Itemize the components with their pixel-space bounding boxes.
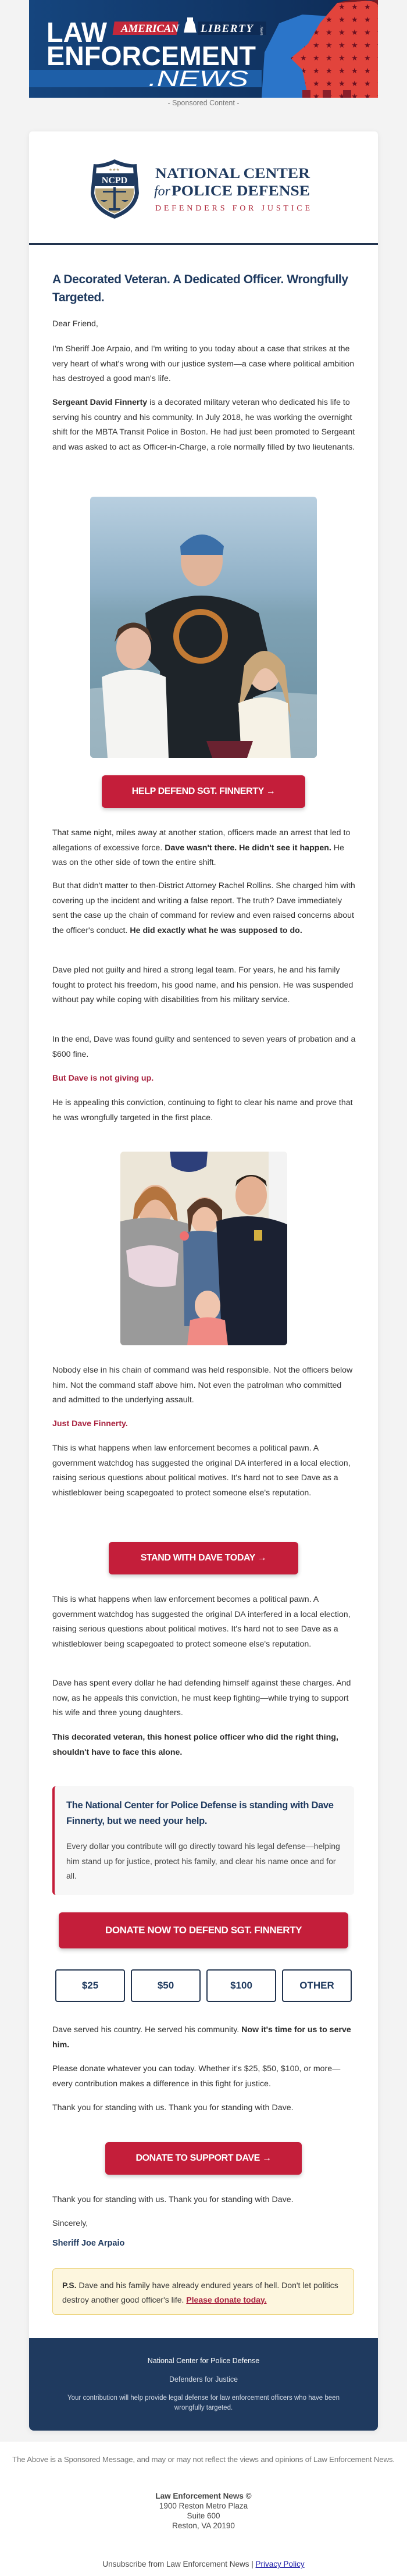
text: But that didn't matter to then-District Attorney Rachel Rollins. She charged him with covering up the incident and writing a false report. The truth? Dave immediately sent the case up the chain of command for review and even raised concerns about the officer's conduct. [52,881,355,935]
unsubscribe-row [0,2560,407,2568]
address-line: Suite 600 [187,2511,220,2520]
ncpd-shield-icon [91,159,139,219]
amount-button-25[interactable]: $25 [55,1969,125,2002]
svg-text:NCPD: NCPD [101,176,128,186]
address-line: Reston, VA 20190 [172,2521,235,2530]
bold-text: Dave wasn't there. He didn't see it happen. [165,843,331,853]
svg-text:.News: .News [259,26,263,35]
appeal-paragraph: He is appealing this conviction, continuing to fight to clear his name and prove that he was wrongfully targeted in the first place. [52,1098,353,1123]
company-address [0,2491,407,2531]
text: That same night, miles away at another station, officers made an arrest that led to allegations of excessive force. [52,828,351,853]
same-night-paragraph [52,826,357,871]
nobody-else-paragraph: Nobody else in his chain of command was held responsible. Not the officers below him. Not the command staff above him. Not even the patrolman who committed and admitted to the underlying assault. [52,1366,353,1405]
svg-text:NATIONAL CENTER: NATIONAL CENTER [155,166,311,181]
callout-body: Every dollar you contribute will go directly toward his legal defense—helping him stand up for justice, protect his family, and clear his name once and for all. [66,1841,340,1880]
finnerty-beach-family-photo [90,497,317,758]
svg-text:ENFORCEMENT: ENFORCEMENT [47,41,256,71]
svg-text:DEFENDERS FOR JUSTICE: DEFENDERS FOR JUSTICE [155,204,310,213]
political-pawn-paragraph-repeat: This is what happens when law enforcement becomes a political pawn. A government watchdog has suggested the original DA interfered in a local election, raising serious questions about political motives. It's hard not to see Dave as a whistleblower being scapegoated to protect someone else's reputation. [52,1595,351,1649]
footer-note: Your contribution will help provide legal defense for law enforcement officers who have been wrongfully targeted. [67,2395,340,2411]
sentence-paragraph: In the end, Dave was found guilty and sentenced to seven years of probation and a $600 fine. [52,1035,356,1059]
signature: Sheriff Joe Arpaio [52,2239,125,2248]
company-name: Law Enforcement News © [155,2492,252,2500]
political-pawn-paragraph: This is what happens when law enforcement becomes a political pawn. A government watchdog has suggested the original DA interfered in a local election, raising serious questions about political motives. It's hard not to see Dave as a whistleblower being scapegoated to protect someone else's reputation. [52,1444,351,1498]
not-giving-up-emphasis: But Dave is not giving up. [52,1074,154,1083]
ncpd-callout-box [52,1786,354,1895]
svg-text:LAW: LAW [47,17,108,48]
serve-him-paragraph [52,2023,357,2053]
law-enforcement-news-banner[interactable] [29,0,378,98]
postscript-box [52,2268,354,2315]
svg-text:LIBERTY: LIBERTY [201,23,253,35]
greeting: Dear Friend, [52,319,98,329]
text: is a decorated military veteran who dedicated his life to serving his country and his community. In July 2018, he was working the overnight shift for the MBTA Transit Police in Boston. He had just been promoted to Sergeant and was asked to act as Officer-in-Charge, a role normally filled by two lieutenants. [52,398,355,452]
unsubscribe-link[interactable]: Unsubscribe from Law Enforcement News [102,2560,249,2568]
separator: | [249,2560,256,2568]
donate-today-link[interactable]: Please donate today. [186,2294,267,2304]
ps-label: P.S. [62,2281,77,2290]
sponsored-disclaimer: The Above is a Sponsored Message, and may or may not reflect the views and opinions of Law Enforcement News. [12,2455,395,2464]
header-divider [29,243,378,245]
intro-paragraph: I'm Sheriff Joe Arpaio, and I'm writing to you today about a case that strikes at the very heart of what's wrong with our justice system—a case where political ambition has destroyed a good man's life. [52,344,355,383]
footer-org-name: National Center for Police Defense [147,2357,260,2365]
donate-support-dave-button[interactable]: DONATE TO SUPPORT DAVE → [105,2142,302,2175]
finnerty-background-paragraph [52,396,357,455]
just-dave-emphasis: Just Dave Finnerty. [52,1419,128,1428]
privacy-policy-link[interactable]: Privacy Policy [255,2560,305,2568]
sponsored-content-label: - Sponsored Content - [167,99,240,107]
ncpd-logo [90,158,317,220]
spent-every-dollar-paragraph: Dave has spent every dollar he had defending himself against these charges. And now, as he appeals this conviction, he must keep fighting—while trying to support his wife and three young daughters. [52,1679,351,1718]
legal-team-paragraph: Dave pled not guilty and hired a strong legal team. For years, he and his family fought to protect his freedom, his good name, and his pension. He was suspended without pay while coping with disabilities from his military service. [52,965,354,1004]
address-line: 1900 Reston Metro Plaza [159,2502,248,2510]
svg-text:for: for [154,184,171,199]
bold-text: Now it's time for us to serve him. [52,2025,351,2050]
thank-you-paragraph: Thank you for standing with us. Thank you for standing with Dave. [52,2103,294,2112]
thank-you-paragraph-2: Thank you for standing with us. Thank you for standing with Dave. [52,2195,294,2204]
district-attorney-paragraph [52,879,357,938]
callout-title: The National Center for Police Defense is standing with Dave Finnerty, but we need your help. [66,1800,334,1826]
amount-button-100[interactable]: $100 [206,1969,276,2002]
not-alone-paragraph: This decorated veteran, this honest police officer who did the right thing, shouldn't have to face this alone. [52,1733,338,1757]
please-donate-paragraph: Please donate whatever you can today. Whether it's $25, $50, $100, or more—every contribution makes a difference in this fight for justice. [52,2064,341,2089]
amount-button-other[interactable]: OTHER [282,1969,352,2002]
svg-text:.NEWS: .NEWS [148,67,248,91]
svg-text:★★★: ★★★ [109,168,120,172]
svg-text:AMERICAN: AMERICAN [121,23,179,35]
headline: A Decorated Veteran. A Dedicated Officer. Wrongfully Targeted. [52,273,348,304]
amount-button-50[interactable]: $50 [131,1969,201,2002]
ps-text: Dave and his family have already endured years of hell. Don't let politics destroy another good officer's life. [62,2281,338,2304]
donate-now-button[interactable]: DONATE NOW TO DEFEND SGT. FINNERTY [59,1912,348,1948]
help-defend-button[interactable]: HELP DEFEND SGT. FINNERTY → [102,775,305,808]
text: Dave served his country. He served his community. [52,2025,242,2035]
closing: Sincerely, [52,2219,88,2228]
text: He was on the other side of town the entire shift. [52,843,344,867]
bold-text: Sergeant David Finnerty [52,398,148,407]
footer-tagline: Defenders for Justice [169,2375,238,2383]
card-footer [29,2338,378,2431]
bold-text: He did exactly what he was supposed to do. [130,925,302,935]
finnerty-family-uniform-photo [120,1152,287,1345]
svg-text:POLICE DEFENSE: POLICE DEFENSE [172,183,310,199]
stand-with-dave-button[interactable]: STAND WITH DAVE TODAY → [109,1542,298,1574]
